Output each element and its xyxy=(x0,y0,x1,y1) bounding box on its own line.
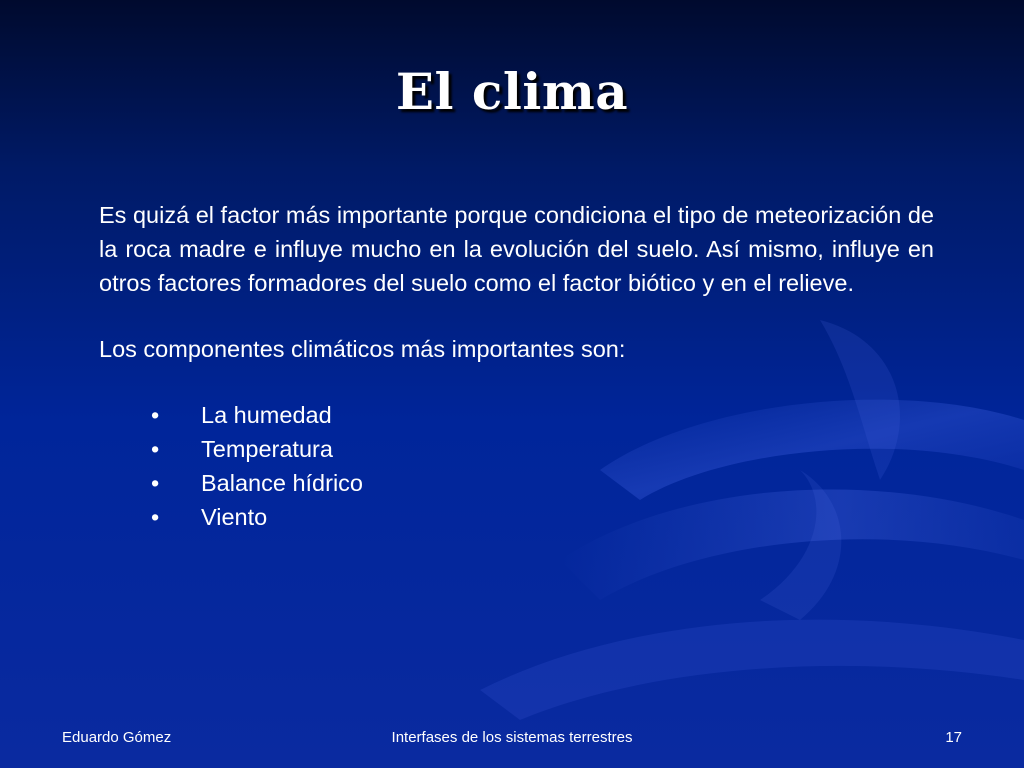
footer-course: Interfases de los sistemas terrestres xyxy=(391,729,633,746)
bullet-marker: • xyxy=(151,470,160,496)
slide-title: El clima xyxy=(395,62,629,121)
list-item-label: Viento xyxy=(201,504,268,530)
list-item-label: Temperatura xyxy=(201,436,333,462)
bullet-marker: • xyxy=(151,402,160,428)
bullet-marker: • xyxy=(151,436,160,462)
footer-page-number: 17 xyxy=(945,729,962,746)
bullet-marker: • xyxy=(151,504,160,530)
body-paragraph: Es quizá el factor más importante porque condiciona el tipo de meteorización de la roca madre e influye mucho en la evolución del suelo. Así mismo, influye en otros factores formadores del suelo como el factor biótico y en el relieve. xyxy=(99,202,934,296)
list-item xyxy=(99,432,934,466)
components-list xyxy=(99,398,934,534)
list-item xyxy=(99,500,934,534)
list-item-label: La humedad xyxy=(201,402,332,428)
components-intro: Los componentes climáticos más importantes son: xyxy=(99,336,626,362)
slide-body xyxy=(99,198,934,534)
list-item xyxy=(99,466,934,500)
footer-author: Eduardo Gómez xyxy=(62,729,172,746)
list-item-label: Balance hídrico xyxy=(201,470,363,496)
list-item xyxy=(99,398,934,432)
